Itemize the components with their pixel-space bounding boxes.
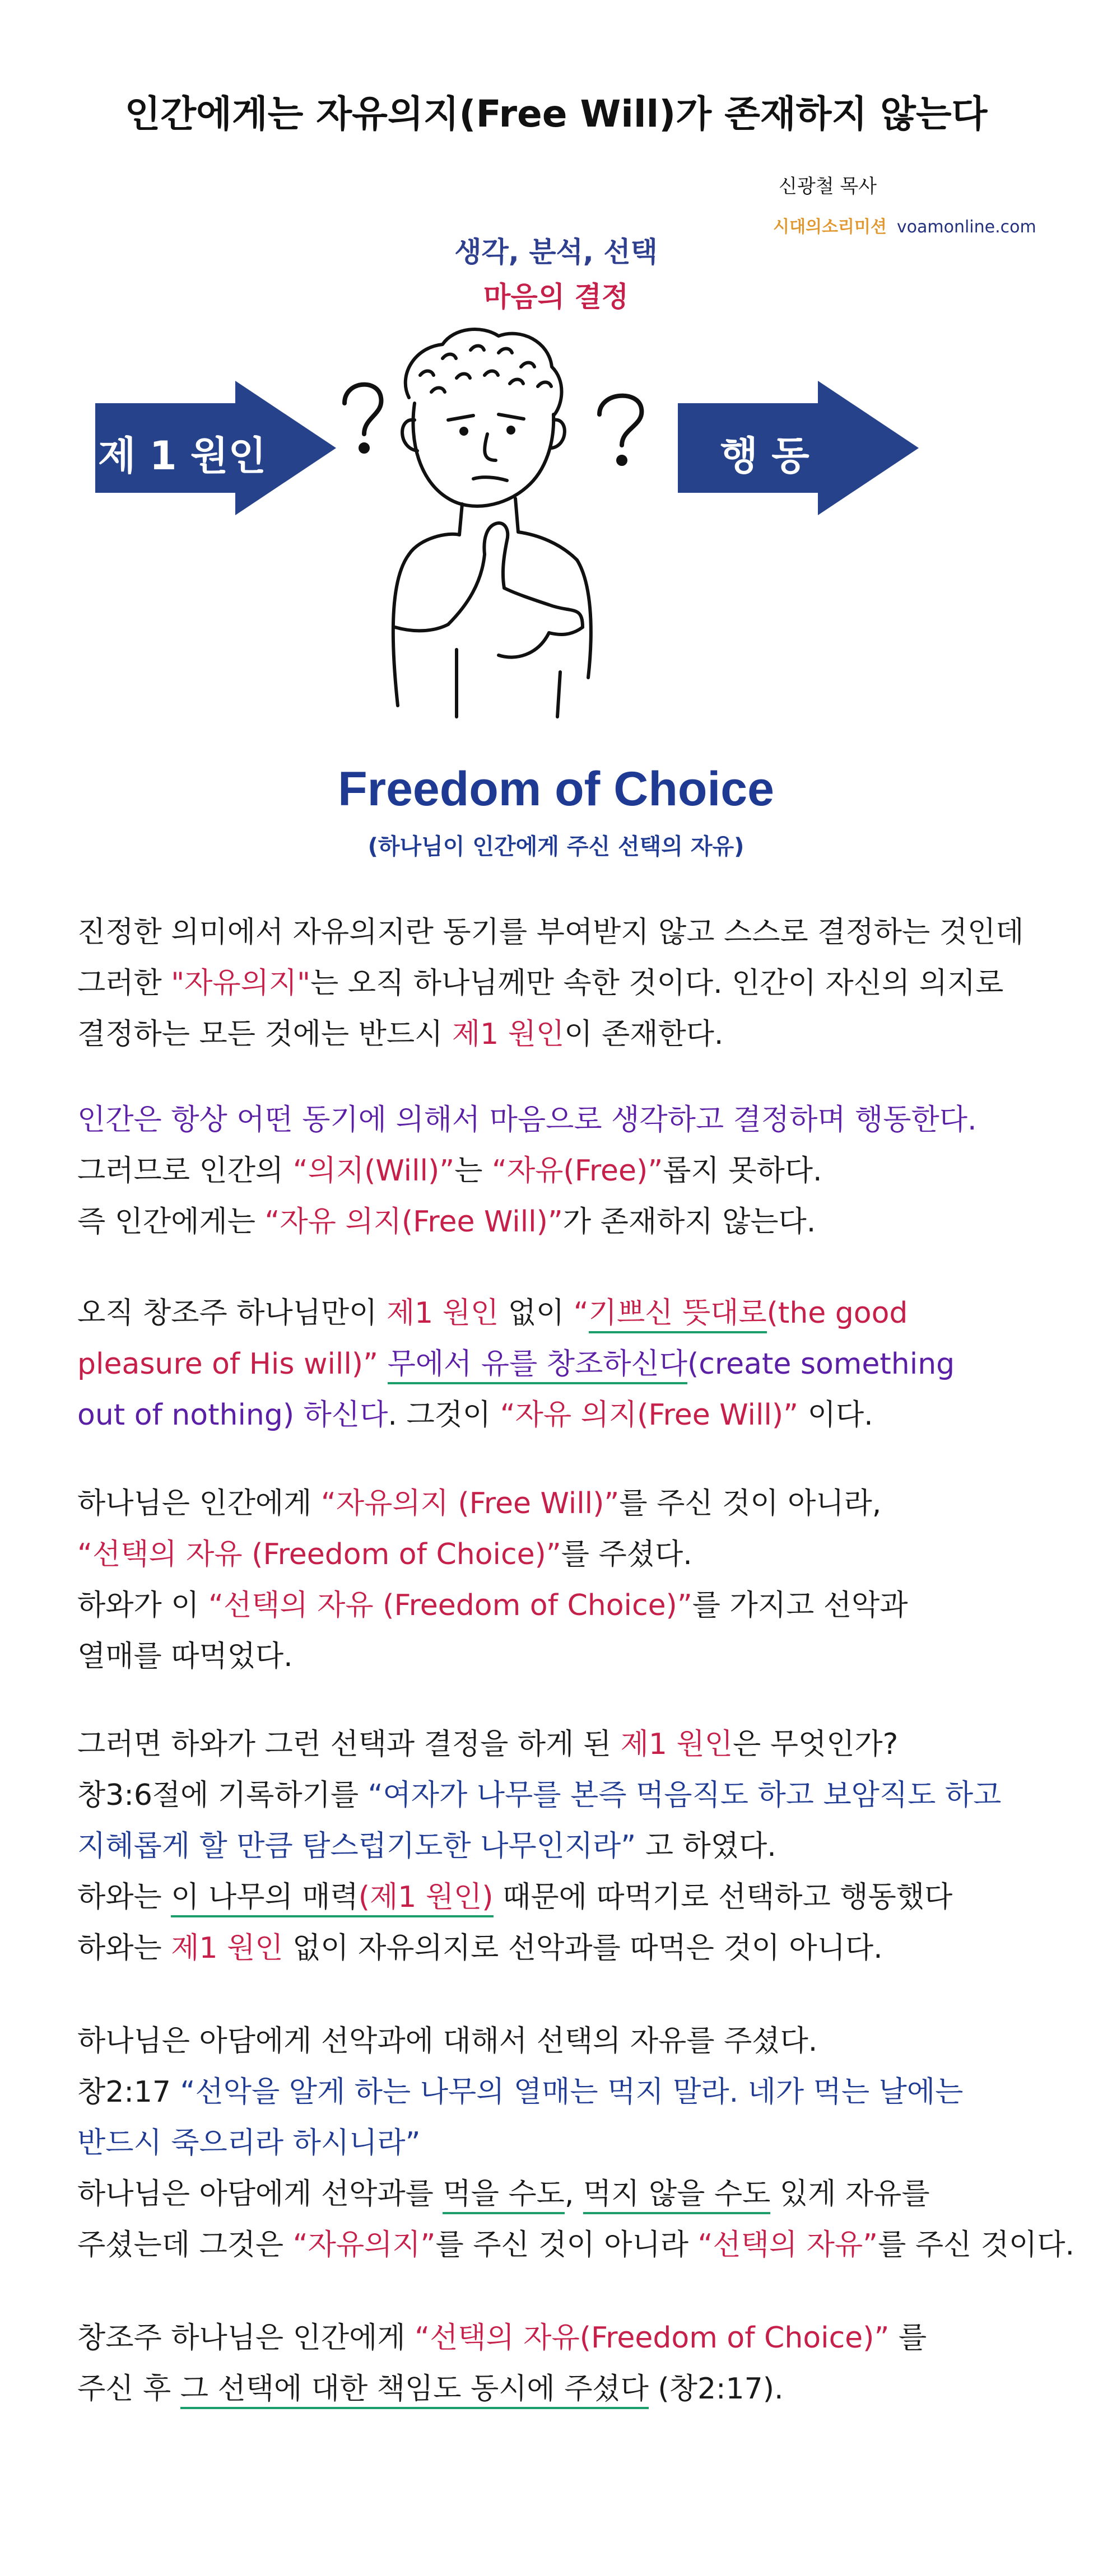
paragraph-7 [77,2313,1063,2415]
paragraph-4 [77,1478,1063,1682]
text-line: 창2:17 “선악을 알게 하는 나무의 열매는 먹지 말라. 네가 먹는 날에는 [77,2075,964,2109]
text-line: 그러면 하와가 그런 선택과 결정을 하게 된 제1 원인은 무엇인가? [77,1728,899,1761]
text-line: 주셨는데 그것은 “자유의지”를 주신 것이 아니라 “선택의 자유”를 주신 것이다. [77,2228,1075,2262]
text-line: out of nothing) 하신다. 그것이 “자유 의지(Free Will)” 이다. [77,1398,873,1432]
paragraph-3 [77,1288,1063,1441]
text-line: “선택의 자유 (Freedom of Choice)”를 주셨다. [77,1538,692,1571]
text-line: 그러므로 인간의 “의지(Will)”는 “자유(Free)”롭지 못하다. [77,1154,822,1188]
text-line: 창조주 하나님은 인간에게 “선택의 자유(Freedom of Choice)” 를 [77,2321,927,2355]
text-line: 진정한 의미에서 자유의지란 동기를 부여받지 않고 스스로 결정하는 것인데 [77,916,1024,949]
paragraph-5 [77,1719,1063,1974]
text-line: 창3:6절에 기록하기를 “여자가 나무를 본즉 먹음직도 하고 보암직도 하고 [77,1779,1002,1812]
thinking-person-icon [336,314,650,728]
ministry-name: 시대의소리미션 [773,217,887,237]
text-line: 결정하는 모든 것에는 반드시 제1 원인이 존재한다. [77,1018,724,1051]
text-line: 주신 후 그 선택에 대한 책임도 동시에 주셨다 (창2:17). [77,2364,1063,2415]
paragraph-2 [77,1095,1063,1248]
freedom-of-choice-subtitle: (하나님이 인간에게 주신 선택의 자유) [367,834,745,860]
website-link[interactable]: voamonline.com [896,217,1036,237]
paragraph-6 [77,2016,1075,2271]
text-line: 즉 인간에게는 “자유 의지(Free Will)”가 존재하지 않는다. [77,1205,816,1239]
text-line: 인간은 항상 어떤 동기에 의해서 마음으로 생각하고 결정하며 행동한다. [77,1103,977,1137]
first-cause-arrow [95,381,336,515]
text-line: 오직 창조주 하나님만이 제1 원인 없이 “기쁘신 뜻대로(the good [77,1288,1063,1339]
text-line: 하나님은 아담에게 선악과에 대해서 선택의 자유를 주셨다. [77,2024,818,2058]
text-line: 하나님은 아담에게 선악과를 먹을 수도, 먹지 않을 수도 있게 자유를 [77,2169,1063,2220]
page-title: 인간에게는 자유의지(Free Will)가 존재하지 않는다 [124,92,988,136]
text-line: pleasure of His will)” 무에서 유를 창조하신다(create something [77,1339,1063,1390]
paragraph-1 [77,907,1063,1060]
freedom-of-choice-title: Freedom of Choice [338,762,774,816]
text-line: 그러한 "자유의지"는 오직 하나님께만 속한 것이다. 인간이 자신의 의지로 [77,967,1004,1000]
text-line: 하와가 이 “선택의 자유 (Freedom of Choice)”를 가지고 선악과 [77,1589,908,1622]
text-line: 하와는 이 나무의 매력(제1 원인) 때문에 따먹기로 선택하고 행동했다 [77,1872,1063,1923]
decision-label: 마음의 결정 [483,281,629,313]
action-arrow [678,381,919,515]
text-line: 반드시 죽으리라 하시니라” [77,2126,421,2160]
text-line: 열매를 따먹었다. [77,1640,293,1673]
text-line: 하와는 제1 원인 없이 자유의지로 선악과를 따먹은 것이 아니다. [77,1931,883,1965]
action-label: 행 동 [720,433,809,479]
author-name: 신광철 목사 [779,175,877,198]
text-line: 하나님은 인간에게 “자유의지 (Free Will)”를 주신 것이 아니라, [77,1487,882,1520]
text-line: 지혜롭게 할 만큼 탐스럽기도한 나무인지라” 고 하였다. [77,1830,776,1863]
thinking-label: 생각, 분석, 선택 [454,236,658,268]
first-cause-label: 제 1 원인 [97,433,267,479]
